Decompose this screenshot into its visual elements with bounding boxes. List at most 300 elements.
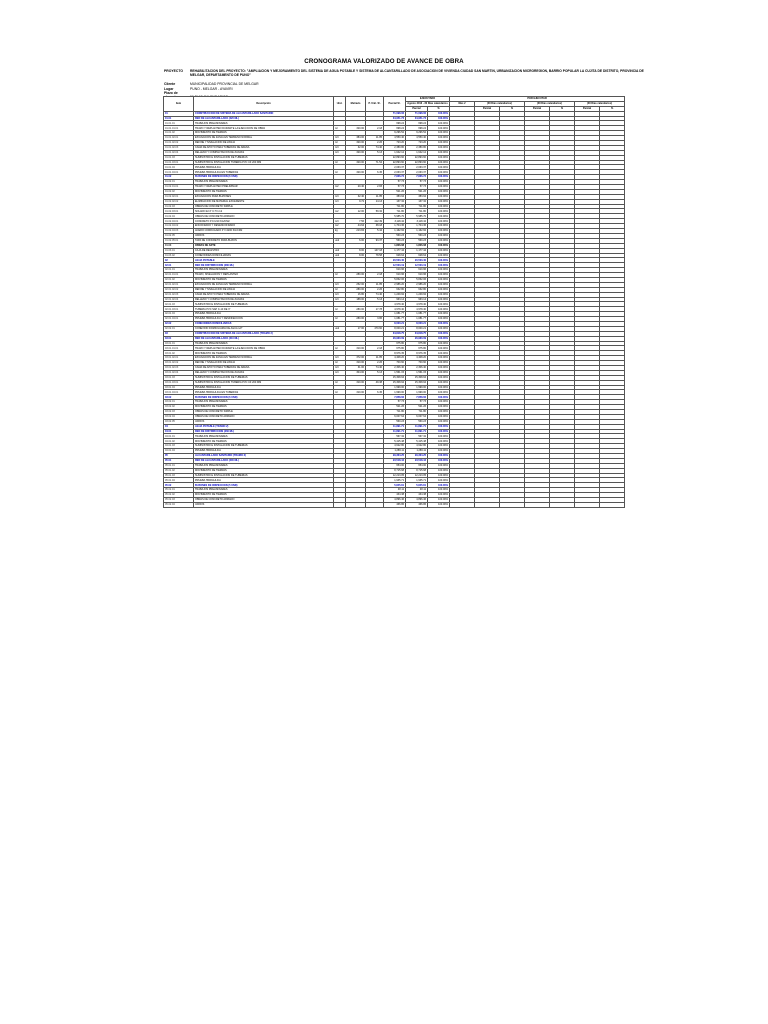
cell-description: MOVIMIENTO DE TIERRAS bbox=[194, 493, 334, 498]
cell-unit-price: 5.13 bbox=[366, 370, 384, 375]
cell-item-code: 03.01.02.04 bbox=[164, 370, 194, 375]
cell-ejecutado-pct: 100.00% bbox=[428, 439, 450, 444]
cell-item-code: 03.01.01 bbox=[164, 341, 194, 346]
cell-ejecutado-pct: 100.00% bbox=[428, 429, 450, 434]
cell-ejecutado-pct: 100.00% bbox=[428, 238, 450, 243]
cell-item-code: 02.01.02.03 bbox=[164, 292, 194, 297]
cell-ejecutado-parcial: 560.23 bbox=[406, 419, 428, 424]
cell-parcial: 48.11 bbox=[384, 488, 406, 493]
cell-unit-price: 71.54 bbox=[366, 160, 384, 165]
cell-description: CAMA DE APOYO PARA TUBERIAS DE ARENA bbox=[194, 145, 334, 150]
cell-ejecutado-parcial: 22,893.60 bbox=[406, 160, 428, 165]
cell-metrado: 16.80 bbox=[346, 292, 366, 297]
cell-description: TRABAJOS PRELIMINARES bbox=[194, 268, 334, 273]
cell-description: OBRAS DE ARTE bbox=[194, 243, 334, 248]
cell-unit: ml bbox=[334, 141, 346, 146]
col-por-ejecutar: POR EJECUTAR bbox=[450, 97, 625, 102]
cell-parcial: 698.24 bbox=[384, 121, 406, 126]
cell-unit: m3 bbox=[334, 292, 346, 297]
cell-parcial: 5,845.81 bbox=[384, 483, 406, 488]
cell-metrado: 32.00 bbox=[346, 145, 366, 150]
cell-ejecutado-parcial: 560.23 bbox=[406, 238, 428, 243]
cell-description: TRABAJOS PRELIMINARES bbox=[194, 180, 334, 185]
cell-ejecutado-parcial: 20,503.40 bbox=[406, 258, 428, 263]
cell-ejecutado-parcial: 57.73 bbox=[406, 400, 428, 405]
cell-ejecutado-pct: 100.00% bbox=[428, 454, 450, 459]
cell-ejecutado-parcial: 5,985.70 bbox=[406, 214, 428, 219]
cell-description: ACERO CORRUGADO FY=4200 KG/CM2 bbox=[194, 229, 334, 234]
cell-description: TAPA DE CONCRETO PARA BUZON bbox=[194, 238, 334, 243]
cell-unit-price: 5.13 bbox=[366, 297, 384, 302]
cell-description: PRUEBA HIDRAULICA bbox=[194, 385, 334, 390]
cell-unit-price: 2.26 bbox=[366, 361, 384, 366]
cell-unit: m3 bbox=[334, 150, 346, 155]
cell-ejecutado-parcial: 434.38 bbox=[406, 493, 428, 498]
cell-metrado: 280.00 bbox=[346, 317, 366, 322]
cell-unit-price: 3.86 bbox=[366, 317, 384, 322]
cell-parcial: 8,000.21 bbox=[384, 321, 406, 326]
cell-parcial: 963.14 bbox=[384, 297, 406, 302]
cell-description: TRAZO Y REPLANTEO DURANTE LA EJECUCION DE OBRA bbox=[194, 126, 334, 131]
cell-item-code: 02.01.03.01 bbox=[164, 307, 194, 312]
cell-parcial: 20,503.40 bbox=[384, 258, 406, 263]
cell-parcial: 560.23 bbox=[384, 233, 406, 238]
cell-unit: m3 bbox=[334, 145, 346, 150]
cell-ejecutado-pct: 100.00% bbox=[428, 136, 450, 141]
cell-ejecutado-pct: 100.00% bbox=[428, 150, 450, 155]
cell-ejecutado-parcial: 5,845.81 bbox=[406, 483, 428, 488]
cell-unit: ml bbox=[334, 361, 346, 366]
cell-parcial: 1,935.71 bbox=[384, 478, 406, 483]
cell-ejecutado-pct: 100.00% bbox=[428, 370, 450, 375]
cell-item-code: 02.01.02.04 bbox=[164, 297, 194, 302]
cell-ejecutado-pct: 100.00% bbox=[428, 297, 450, 302]
cell-parcial: 11,891.71 bbox=[384, 424, 406, 429]
cell-description: EXCAVACION DE ZANJA EN TERRENO NORMAL bbox=[194, 356, 334, 361]
cell-ejecutado-parcial: 698.24 bbox=[406, 126, 428, 131]
cell-description: CAMA DE APOYO PARA TUBERIAS DE ARENA bbox=[194, 365, 334, 370]
cell-unit: ml bbox=[334, 126, 346, 131]
cell-ejecutado-parcial: 1,704.36 bbox=[406, 224, 428, 229]
cell-ejecutado-parcial: 4,978.40 bbox=[406, 307, 428, 312]
cell-ejecutado-pct: 100.00% bbox=[428, 273, 450, 278]
col-ej-parcial: Parcial bbox=[406, 106, 428, 111]
col-m4-parcial: Parcial bbox=[575, 106, 600, 111]
cell-description: BUZONES DE INSPECCION (6 UND) bbox=[194, 175, 334, 180]
cell-ejecutado-parcial: 521.26 bbox=[406, 405, 428, 410]
cell-description: SUMINISTRO E INSTALACION DE TUBERIAS bbox=[194, 444, 334, 449]
cell-ejecutado-pct: 100.00% bbox=[428, 449, 450, 454]
cell-ejecutado-parcial: 700.60 bbox=[406, 361, 428, 366]
cell-description: BUZONES DE INSPECCION (6 UND) bbox=[194, 395, 334, 400]
cell-item-code: 01.01.01 bbox=[164, 121, 194, 126]
cell-metrado: 12.00 bbox=[346, 209, 366, 214]
cell-description: RED DE DISTRIBUCION (280 ML) bbox=[194, 263, 334, 268]
cell-ejecutado-pct: 100.00% bbox=[428, 405, 450, 410]
cell-parcial: 12,213.05 bbox=[384, 473, 406, 478]
col-parcial: Parcial S/. bbox=[384, 97, 406, 112]
cell-item-code: 03.02.04 bbox=[164, 414, 194, 419]
col-m3-parcial: Parcial bbox=[525, 106, 550, 111]
cell-item-code: 02.01.01 bbox=[164, 268, 194, 273]
cell-unit-price bbox=[366, 502, 384, 507]
cell-ejecutado-parcial: 4,978.40 bbox=[406, 302, 428, 307]
cell-metrado: 9.72 bbox=[346, 199, 366, 204]
cell-ejecutado-parcial: 723.20 bbox=[406, 141, 428, 146]
cell-item-code: 03.01.01.01 bbox=[164, 346, 194, 351]
cell-description: AGUA POTABLE (TRAMO 2) bbox=[194, 424, 334, 429]
cell-item-code: 03.02.01 bbox=[164, 400, 194, 405]
cell-ejecutado-pct: 100.00% bbox=[428, 498, 450, 503]
cell-parcial: 2,380.80 bbox=[384, 145, 406, 150]
cell-parcial: 4,896.46 bbox=[384, 498, 406, 503]
cell-description: RELLENO Y COMPACTACION DE ZANJAS bbox=[194, 150, 334, 155]
cell-parcial: 560.23 bbox=[384, 238, 406, 243]
cell-description: EXCAVACION PARA BUZONES bbox=[194, 194, 334, 199]
cell-parcial: 137.32 bbox=[384, 199, 406, 204]
cell-metrado: 310.00 bbox=[346, 390, 366, 395]
cell-ejecutado-parcial: 3,118.42 bbox=[406, 219, 428, 224]
cell-item-code: 03.01.02.03 bbox=[164, 365, 194, 370]
cell-ejecutado-pct: 100.00% bbox=[428, 180, 450, 185]
cell-parcial: 632.80 bbox=[384, 287, 406, 292]
cell-ejecutado-parcial: 711.80 bbox=[406, 410, 428, 415]
cell-ejecutado-pct: 100.00% bbox=[428, 385, 450, 390]
cell-ejecutado-parcial: 632.80 bbox=[406, 287, 428, 292]
cell-ejecutado-parcial: 9,296.52 bbox=[406, 131, 428, 136]
cell-item-code: 01.02 bbox=[164, 175, 194, 180]
cell-ejecutado-parcial: 5,415.48 bbox=[406, 439, 428, 444]
cell-item-code: 05.02.01 bbox=[164, 488, 194, 493]
cell-item-code: 01.02.04.03 bbox=[164, 229, 194, 234]
cell-ejecutado-parcial: 1,286.11 bbox=[406, 449, 428, 454]
cell-item-code: 03.02.02 bbox=[164, 405, 194, 410]
cell-metrado: 280.00 bbox=[346, 273, 366, 278]
cell-ejecutado-pct: 100.00% bbox=[428, 194, 450, 199]
cell-item-code: 03.01.02.01 bbox=[164, 356, 194, 361]
cell-item-code: 01.01 bbox=[164, 116, 194, 121]
col-mes3-sub: (30 Dias calendarios) bbox=[525, 101, 575, 106]
cell-unit: ml bbox=[334, 346, 346, 351]
cell-description: TRABAJOS PRELIMINARES bbox=[194, 463, 334, 468]
cell-metrado: 320.00 bbox=[346, 150, 366, 155]
cell-parcial: 1,249.92 bbox=[384, 292, 406, 297]
cell-metrado: 8.00 bbox=[346, 253, 366, 258]
cell-parcial: 57.73 bbox=[384, 400, 406, 405]
cell-parcial: 521.26 bbox=[384, 189, 406, 194]
cell-parcial: 8,000.21 bbox=[384, 326, 406, 331]
cell-item-code: 01.01.02.01 bbox=[164, 136, 194, 141]
cell-description: MOVIMIENTO DE TIERRAS bbox=[194, 405, 334, 410]
cell-ejecutado-pct: 100.00% bbox=[428, 175, 450, 180]
cell-item-code: 05.02.04 bbox=[164, 502, 194, 507]
cell-ejecutado-parcial: 23,518.44 bbox=[406, 458, 428, 463]
cell-parcial: 383.94 bbox=[384, 194, 406, 199]
cell-ejecutado-parcial: 8,715.68 bbox=[406, 468, 428, 473]
cell-item-code: 01.03 bbox=[164, 243, 194, 248]
cell-unit-price: 2.18 bbox=[366, 126, 384, 131]
cell-description: TRABAJOS PRELIMINARES bbox=[194, 341, 334, 346]
col-pu: P. Unit. S/. bbox=[366, 97, 384, 112]
cell-ejecutado-parcial: 48.11 bbox=[406, 488, 428, 493]
cell-metrado: 320.00 bbox=[346, 160, 366, 165]
cell-ejecutado-pct: 100.00% bbox=[428, 243, 450, 248]
cell-parcial: 5,832.06 bbox=[384, 277, 406, 282]
cell-ejecutado-parcial: 1,935.71 bbox=[406, 478, 428, 483]
cell-metrado: 188.00 bbox=[346, 297, 366, 302]
cell-description: OBRAS DE CONCRETO ARMADO bbox=[194, 498, 334, 503]
cell-parcial: 654.00 bbox=[384, 463, 406, 468]
cell-ejecutado-pct: 100.00% bbox=[428, 189, 450, 194]
cell-ejecutado-parcial: 1,162.92 bbox=[406, 229, 428, 234]
cell-description: SUMINISTRO E INSTALACION TUBERIA PVC UF 200 MM bbox=[194, 380, 334, 385]
cell-por-ejecutar bbox=[475, 502, 500, 507]
cell-ejecutado-pct: 100.00% bbox=[428, 395, 450, 400]
cell-description: TRABAJOS PRELIMINARES bbox=[194, 488, 334, 493]
col-m3-pct: % bbox=[550, 106, 575, 111]
cell-parcial: 4,550.40 bbox=[384, 136, 406, 141]
cell-ejecutado-pct: 100.00% bbox=[428, 307, 450, 312]
cell-item-code: 05.02.03 bbox=[164, 498, 194, 503]
cell-item-code: 03.01.03 bbox=[164, 375, 194, 380]
cell-unit-price: 5.44 bbox=[366, 229, 384, 234]
cell-description: CAJA DE REGISTRO bbox=[194, 248, 334, 253]
cell-ejecutado-pct: 100.00% bbox=[428, 488, 450, 493]
cell-description: RED DE DISTRIBUCION (260 ML) bbox=[194, 429, 334, 434]
cell-item-code: 03.02 bbox=[164, 395, 194, 400]
cell-ejecutado-pct: 100.00% bbox=[428, 268, 450, 273]
cell-parcial: 29,364.25 bbox=[384, 454, 406, 459]
cell-parcial: 2,986.20 bbox=[384, 282, 406, 287]
cliente-label: Cliente bbox=[164, 82, 176, 86]
cell-metrado: 32.40 bbox=[346, 194, 366, 199]
cell-unit: und bbox=[334, 238, 346, 243]
cell-ejecutado-pct: 100.00% bbox=[428, 199, 450, 204]
cell-ejecutado-pct: 100.00% bbox=[428, 493, 450, 498]
cell-ejecutado-parcial: 12,213.05 bbox=[406, 473, 428, 478]
cell-metrado: 304.00 bbox=[346, 370, 366, 375]
cell-unit-price: 78.58 bbox=[366, 253, 384, 258]
cell-unit: m3 bbox=[334, 297, 346, 302]
cell-item-code: 03.01.02.02 bbox=[164, 361, 194, 366]
cell-description: REFINE Y NIVELACION DE ZANJA bbox=[194, 361, 334, 366]
proyecto-label: PROYECTO bbox=[164, 69, 183, 73]
cell-unit: ml bbox=[334, 317, 346, 322]
cell-parcial: 7,836.72 bbox=[384, 175, 406, 180]
cell-description: TRAZO Y REPLANTEO DURANTE LA EJECUCION DE OBRA bbox=[194, 346, 334, 351]
cell-unit-price: 11.85 bbox=[366, 356, 384, 361]
cell-unit-price: 11.85 bbox=[366, 282, 384, 287]
col-periodo: Agosto 2013 - 30 Dias calendarios bbox=[407, 102, 448, 106]
col-ej-pct: % bbox=[428, 106, 450, 111]
cell-ejecutado-parcial: 57.73 bbox=[406, 185, 428, 190]
cell-parcial: 711.80 bbox=[384, 204, 406, 209]
cell-parcial: 521.26 bbox=[384, 405, 406, 410]
schedule-body bbox=[164, 111, 625, 507]
cell-unit: und bbox=[334, 326, 346, 331]
cell-unit: ml bbox=[334, 287, 346, 292]
cell-unit: m3 bbox=[334, 194, 346, 199]
cell-ejecutado-pct: 100.00% bbox=[428, 219, 450, 224]
col-und: Und. bbox=[334, 97, 346, 112]
cell-ejecutado-parcial: 8,000.21 bbox=[406, 326, 428, 331]
cell-ejecutado-parcial: 2,063.37 bbox=[406, 170, 428, 175]
cell-unit: m3 bbox=[334, 365, 346, 370]
cell-metrado: 280.00 bbox=[346, 307, 366, 312]
cell-item-code: 01.02.01 bbox=[164, 180, 194, 185]
cell-description: EXCAVACION DE ZANJA EN TERRENO NORMAL bbox=[194, 136, 334, 141]
cell-ejecutado-parcial: 137.32 bbox=[406, 199, 428, 204]
cell-ejecutado-pct: 100.00% bbox=[428, 346, 450, 351]
cell-metrado: 320.00 bbox=[346, 141, 366, 146]
cell-item-code: 01.01.04 bbox=[164, 165, 194, 170]
cell-parcial: 34,951.73 bbox=[384, 116, 406, 121]
cell-ejecutado-pct: 100.00% bbox=[428, 141, 450, 146]
cell-por-ejecutar bbox=[600, 502, 625, 507]
lugar-value: PUNO - MELGAR - AYAVIRI bbox=[190, 86, 233, 91]
cell-ejecutado-pct: 100.00% bbox=[428, 400, 450, 405]
cell-ejecutado-parcial: 1,642.12 bbox=[406, 150, 428, 155]
cell-description: TRAZO, NIVELACION Y REPLANTEO bbox=[194, 273, 334, 278]
cell-item-code: 03.01 bbox=[164, 336, 194, 341]
cell-parcial: 434.38 bbox=[384, 493, 406, 498]
cell-unit: m2 bbox=[334, 209, 346, 214]
cell-item-code: 01.01.02.03 bbox=[164, 145, 194, 150]
cell-description: VARIOS bbox=[194, 233, 334, 238]
cell-ejecutado-parcial: 2,986.20 bbox=[406, 282, 428, 287]
cell-item-code: 03.01.04 bbox=[164, 385, 194, 390]
cell-ejecutado-parcial: 1,999.00 bbox=[406, 385, 428, 390]
cell-ejecutado-pct: 100.00% bbox=[428, 424, 450, 429]
cell-parcial: 1,081.77 bbox=[384, 317, 406, 322]
cell-item-code: 01.02.05 bbox=[164, 233, 194, 238]
cell-por-ejecutar bbox=[525, 502, 550, 507]
cell-parcial: 2,063.37 bbox=[384, 165, 406, 170]
cell-unit: ml bbox=[334, 170, 346, 175]
cell-unit-price: 11.85 bbox=[366, 194, 384, 199]
cell-parcial: 610.96 bbox=[384, 273, 406, 278]
cell-parcial: 6,007.64 bbox=[384, 414, 406, 419]
cell-ejecutado-pct: 100.00% bbox=[428, 165, 450, 170]
cell-ejecutado-parcial: 7,836.72 bbox=[406, 175, 428, 180]
cell-unit-price: 412.49 bbox=[366, 219, 384, 224]
cell-parcial: 26,960.09 bbox=[384, 336, 406, 341]
cell-item-code: 05.02.02 bbox=[164, 493, 194, 498]
cell-ejecutado-pct: 100.00% bbox=[428, 380, 450, 385]
cell-unit-price: 6.45 bbox=[366, 170, 384, 175]
cell-item-code: 01.02.03 bbox=[164, 204, 194, 209]
cell-ejecutado-parcial: 1,561.15 bbox=[406, 370, 428, 375]
cell-description: RED DE ALCANTARILLADO (310 ML) bbox=[194, 336, 334, 341]
cell-ejecutado-pct: 100.00% bbox=[428, 473, 450, 478]
cell-parcial: 57.73 bbox=[384, 185, 406, 190]
cell-por-ejecutar bbox=[450, 502, 475, 507]
cell-unit-price: 2.18 bbox=[366, 273, 384, 278]
cell-parcial: 1,162.92 bbox=[384, 229, 406, 234]
cell-ejecutado-parcial: 15,308.94 bbox=[406, 380, 428, 385]
cell-description: OBRAS DE CONCRETO SIMPLE bbox=[194, 204, 334, 209]
cell-description: PRUEBA HIDRAULICA bbox=[194, 312, 334, 317]
cell-description: RED DE ALCANTARILLADO (300 ML) bbox=[194, 458, 334, 463]
cell-ejecutado-pct: 100.00% bbox=[428, 214, 450, 219]
cell-parcial: 1,999.00 bbox=[384, 385, 406, 390]
cell-unit-price: 2.26 bbox=[366, 287, 384, 292]
cell-ejecutado-parcial: 628.64 bbox=[406, 253, 428, 258]
cell-ejecutado-pct: 100.00% bbox=[428, 209, 450, 214]
cell-metrado: 8.00 bbox=[346, 248, 366, 253]
cell-ejecutado-pct: 100.00% bbox=[428, 414, 450, 419]
cell-unit-price: 2.18 bbox=[366, 346, 384, 351]
cell-ejecutado-parcial: 34,818.75 bbox=[406, 331, 428, 336]
cell-ejecutado-pct: 100.00% bbox=[428, 478, 450, 483]
cell-item-code: 05.01.02 bbox=[164, 468, 194, 473]
cell-ejecutado-pct: 100.00% bbox=[428, 390, 450, 395]
cell-metrado: 372.00 bbox=[346, 356, 366, 361]
cell-ejecutado-pct: 100.00% bbox=[428, 292, 450, 297]
cliente-value: MUNICIPALIDAD PROVINCIAL DE MELGAR bbox=[190, 82, 259, 86]
cell-description: EXCAVACION DE ZANJA EN TERRENO NORMAL bbox=[194, 282, 334, 287]
cell-metrado: 310.00 bbox=[346, 346, 366, 351]
cell-parcial: 723.20 bbox=[384, 141, 406, 146]
cell-description: MOVIMIENTO DE TIERRAS bbox=[194, 189, 334, 194]
cell-metrado: 310.00 bbox=[346, 361, 366, 366]
cell-description: PRUEBA HIDRAULICA bbox=[194, 478, 334, 483]
cell-unit-price: 14.13 bbox=[366, 199, 384, 204]
cell-ejecutado-pct: 100.00% bbox=[428, 185, 450, 190]
cell-description: SUMINISTRO E INSTALACION DE TUBERIAS bbox=[194, 302, 334, 307]
cell-unit-price: 470.60 bbox=[366, 326, 384, 331]
cell-ejecutado-parcial: 1,177.44 bbox=[406, 248, 428, 253]
col-ejecutado: EJECUTADO bbox=[406, 97, 450, 102]
cell-description: VARIOS bbox=[194, 502, 334, 507]
cell-metrado: 31.00 bbox=[346, 365, 366, 370]
cell-unit-price: 2.26 bbox=[366, 141, 384, 146]
cell-unit: ml bbox=[334, 160, 346, 165]
cell-parcial: 560.23 bbox=[384, 419, 406, 424]
cell-parcial: 3,118.42 bbox=[384, 219, 406, 224]
cell-parcial: 5,415.48 bbox=[384, 439, 406, 444]
cell-ejecutado-parcial: 57.73 bbox=[406, 180, 428, 185]
cell-description: PRUEBA HIDRAULICA bbox=[194, 449, 334, 454]
cell-ejecutado-parcial: 1,081.77 bbox=[406, 317, 428, 322]
cell-ejecutado-pct: 100.00% bbox=[428, 116, 450, 121]
cell-ejecutado-pct: 100.00% bbox=[428, 160, 450, 165]
cell-parcial: 628.64 bbox=[384, 253, 406, 258]
cell-ejecutado-parcial: 711.80 bbox=[406, 209, 428, 214]
cell-ejecutado-parcial: 71,098.06 bbox=[406, 111, 428, 116]
cell-metrado: 280.00 bbox=[346, 287, 366, 292]
cell-ejecutado-pct: 100.00% bbox=[428, 233, 450, 238]
cell-metrado: 20.40 bbox=[346, 185, 366, 190]
col-mes2-sub: (30 Dias calendarios) bbox=[475, 101, 525, 106]
cell-description: SUMINISTRO E INSTALACION DE TUBERIAS bbox=[194, 155, 334, 160]
cell-item-code: 05.01.04 bbox=[164, 478, 194, 483]
cell-ejecutado-parcial: 567.32 bbox=[406, 434, 428, 439]
cell-ejecutado-parcial: 1,999.00 bbox=[406, 390, 428, 395]
cell-item-code: 02.02 bbox=[164, 321, 194, 326]
cell-item-code: 01.01.04.01 bbox=[164, 170, 194, 175]
cell-description: OBRAS DE CONCRETO SIMPLE bbox=[194, 410, 334, 415]
cell-unit: m3 bbox=[334, 356, 346, 361]
cell-description: REFINE Y NIVELACION DE ZANJA bbox=[194, 141, 334, 146]
cell-ejecutado-pct: 100.00% bbox=[428, 121, 450, 126]
cell-item-code: 03.01.04.01 bbox=[164, 390, 194, 395]
cell-por-ejecutar bbox=[500, 502, 525, 507]
cell-parcial: 1,642.12 bbox=[384, 150, 406, 155]
cell-description: PRUEBA HIDRAULICA EN TUBERIAS bbox=[194, 170, 334, 175]
cell-ejecutado-pct: 100.00% bbox=[428, 111, 450, 116]
cell-unit-price: 38.18 bbox=[366, 224, 384, 229]
